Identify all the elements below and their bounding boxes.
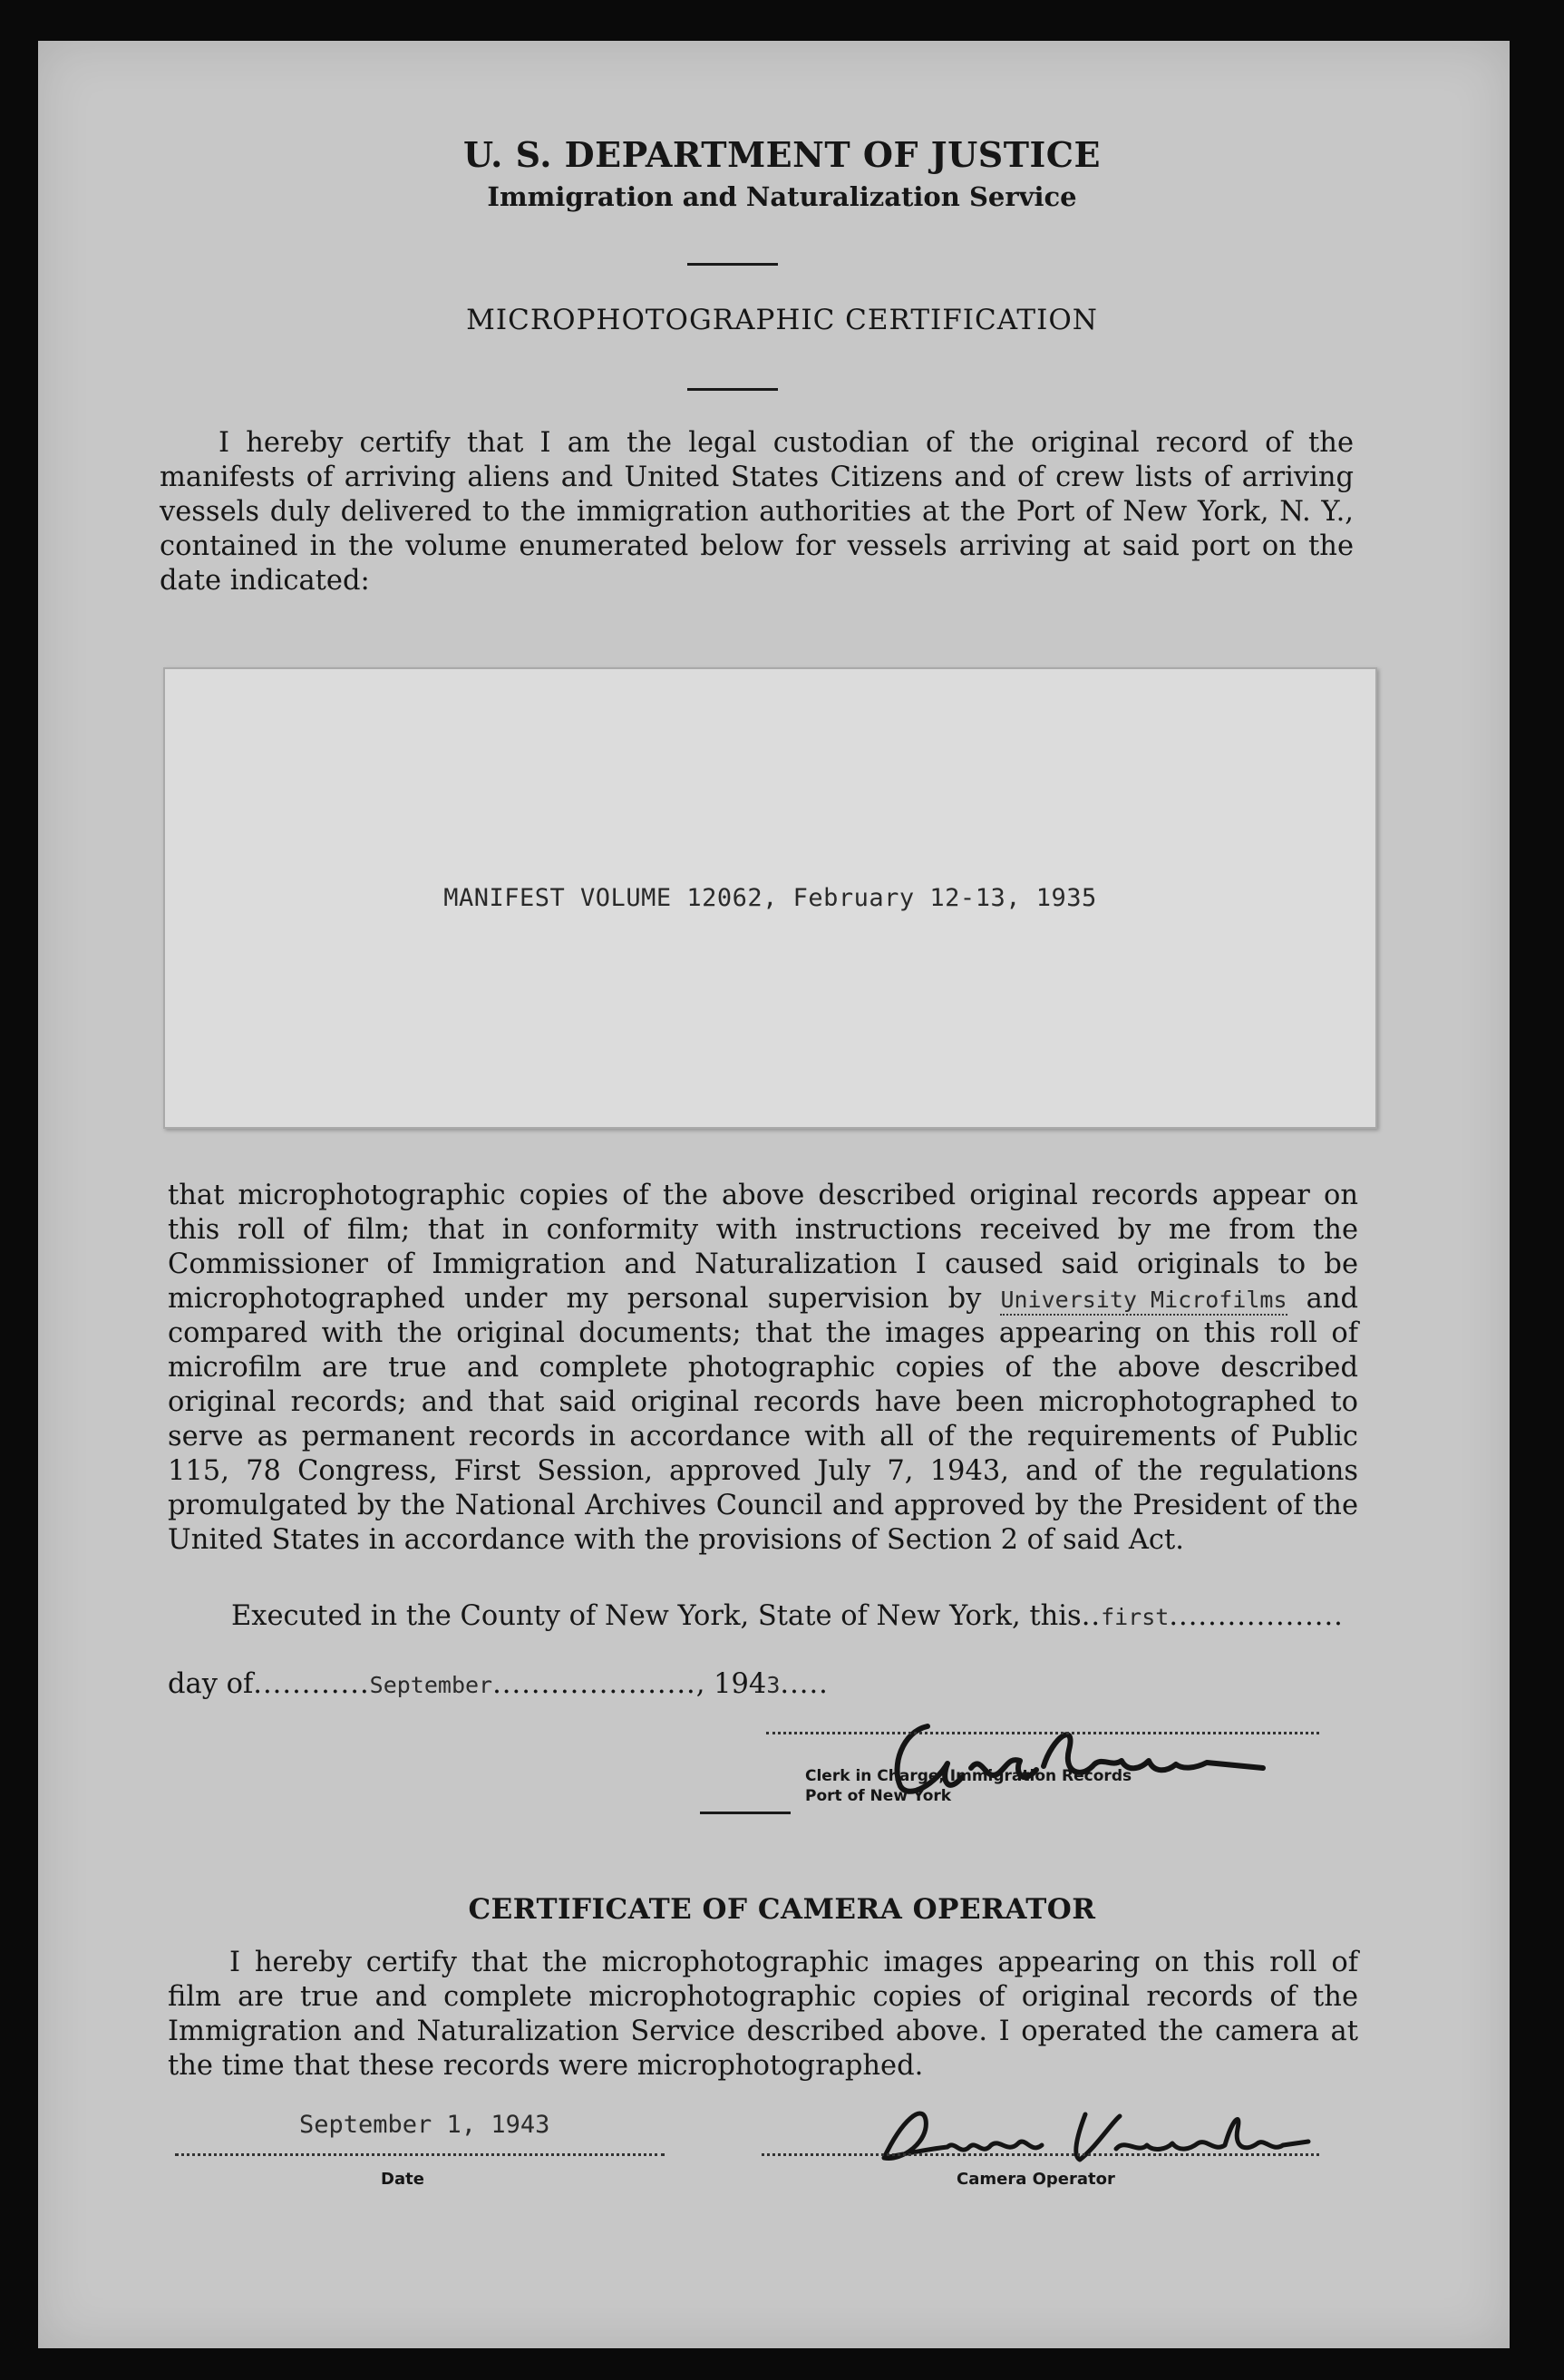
year-prefix: , 194 bbox=[695, 1668, 767, 1700]
camera-operator-signature bbox=[848, 2102, 1319, 2174]
record-description-box bbox=[163, 667, 1377, 1129]
day-of-label: day of bbox=[168, 1668, 254, 1700]
clerk-caption bbox=[805, 1766, 1132, 1806]
custodian-statement: I hereby certify that I am the legal custodian of the original record of the manifests of arriving aliens and United States Citizens and of crew lists of arriving vessels duly delivered to the immigration authorities at the Port of New York, N. Y., contained in the volume enumerated below for vessels arriving at said port on the date indicated: bbox=[160, 427, 1354, 597]
execution-line: Executed in the County of New York, State of New York, this..first.................. bbox=[231, 1600, 1344, 1632]
divider-rule bbox=[687, 263, 778, 266]
service-subheading: Immigration and Naturalization Service bbox=[487, 181, 1077, 212]
certification-body-part1: that microphotographic copies of the above described original records appear on this roll of film; that in conformity with instructions received by me from the Commissioner of Immigration and Naturalization I caused said originals to be microphotographed under my personal supervision by bbox=[168, 1180, 1358, 1315]
agency-heading: U. S. DEPARTMENT OF JUSTICE bbox=[463, 134, 1101, 175]
certification-title: MICROPHOTOGRAPHIC CERTIFICATION bbox=[466, 304, 1098, 336]
camera-operator-label: Camera Operator bbox=[957, 2170, 1115, 2189]
execution-month: September bbox=[369, 1672, 493, 1698]
operator-signature-line bbox=[762, 2153, 1319, 2156]
certification-body bbox=[168, 1179, 1358, 1558]
execution-date-line: day of............September....................., 1943..... bbox=[168, 1668, 829, 1700]
date-label: Date bbox=[381, 2170, 424, 2189]
certification-body-part2: and compared with the original documents; that the images appearing on this roll of microfilm are true and complete photographic copies of the above described original records; and that said original records have been microphotographed to serve as permanent records in accordance with all of the requirements of Public 115, 78 Congress, First Session, approved July 7, 1943, and of the regulations promulgated by the National Archives Council and approved by the President of the United States in accordance with the provisions of Section 2 of said Act. bbox=[168, 1283, 1358, 1556]
clerk-port: Port of New York bbox=[805, 1787, 952, 1805]
clerk-signature-line bbox=[766, 1732, 1319, 1734]
clerk-title: Clerk in Charge, Immigration Records bbox=[805, 1767, 1132, 1785]
execution-day: first bbox=[1101, 1604, 1170, 1630]
camera-operator-title: CERTIFICATE OF CAMERA OPERATOR bbox=[468, 1893, 1096, 1926]
camera-operator-statement: I hereby certify that the microphotographic images appearing on this roll of film are true and complete microphotographic copies of original records of the Immigration and Naturalization Service described above. I operated the camera at the time that these records were microphotographed. bbox=[168, 1947, 1358, 2082]
execution-prefix: Executed in the County of New York, State of New York, this bbox=[231, 1600, 1082, 1632]
year-digit: 3 bbox=[766, 1672, 781, 1698]
manifest-volume-text: MANIFEST VOLUME 12062, February 12-13, 1935 bbox=[443, 884, 1097, 912]
date-line bbox=[175, 2153, 665, 2156]
operator-date-value: September 1, 1943 bbox=[299, 2111, 550, 2139]
photographer-name: University Microfilms bbox=[1000, 1287, 1287, 1316]
divider-rule bbox=[687, 388, 778, 391]
divider-rule bbox=[700, 1812, 791, 1814]
